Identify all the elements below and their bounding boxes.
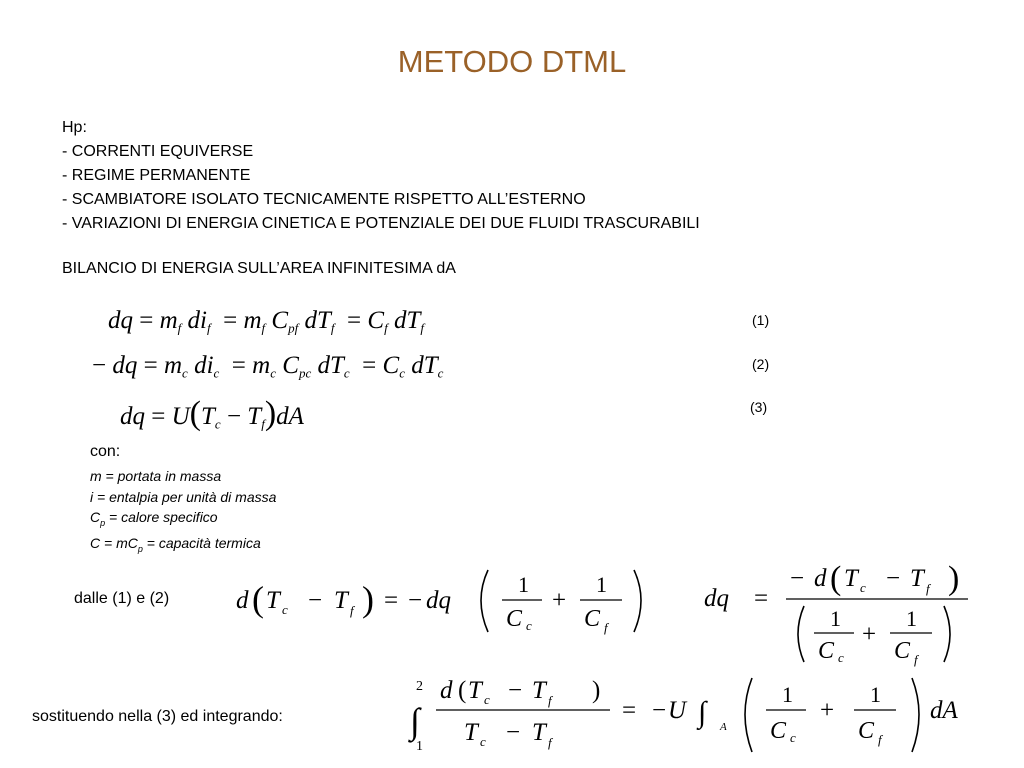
svg-text:T: T — [334, 587, 348, 614]
svg-text:∫: ∫ — [410, 701, 420, 741]
svg-text:c: c — [860, 580, 866, 595]
svg-text:1: 1 — [906, 606, 917, 631]
legend-m: m = portata in massa — [90, 468, 222, 484]
hypotheses-list — [62, 116, 700, 236]
integral-upper-limit: 2 — [416, 679, 423, 694]
svg-text:T: T — [532, 719, 546, 746]
svg-text:f: f — [548, 735, 552, 750]
hypothesis-item: - VARIAZIONI DI ENERGIA CINETICA E POTENZIALE DEI DUE FLUIDI TRASCURABILI — [62, 215, 700, 232]
svg-text:d: d — [814, 565, 827, 592]
svg-text:−: − — [652, 697, 667, 724]
svg-text:1: 1 — [782, 682, 793, 707]
svg-text:c: c — [790, 730, 796, 745]
svg-text:f: f — [878, 732, 882, 747]
equation-1: dq = $m_f$ $di_f = m_f$ $C_{pf}$ $dT_f = C_f$ $dT_f$ — [108, 307, 424, 336]
page-title: METODO DTML — [397, 44, 627, 79]
svg-text:+: + — [820, 697, 835, 724]
svg-text:1: 1 — [830, 606, 841, 631]
svg-text:(: ( — [830, 562, 842, 597]
svg-text:1: 1 — [870, 682, 881, 707]
svg-text:T: T — [468, 677, 482, 704]
equation-3: dq = $U(T_c - T_f)dA$ — [120, 395, 304, 432]
svg-text:f: f — [914, 652, 918, 667]
svg-text:d: d — [236, 587, 249, 614]
equation-number-3: (3) — [750, 399, 768, 415]
svg-text:A: A — [720, 721, 727, 733]
svg-text:C: C — [506, 606, 523, 632]
svg-text:d: d — [440, 677, 453, 704]
svg-text:C: C — [858, 718, 875, 744]
svg-text:−: − — [308, 587, 323, 614]
svg-text:∫: ∫ — [698, 696, 707, 729]
hypotheses-heading: Hp: — [62, 119, 87, 136]
svg-text:f: f — [350, 603, 354, 618]
svg-text:c: c — [526, 618, 532, 633]
con-label: con: — [90, 443, 121, 460]
svg-text:−: − — [886, 565, 901, 592]
svg-text:T: T — [532, 677, 546, 704]
svg-text:): ) — [948, 562, 960, 597]
svg-text:dq: dq — [426, 587, 451, 614]
svg-text:−: − — [506, 719, 521, 746]
svg-text:C: C — [818, 638, 835, 664]
svg-text:C: C — [894, 638, 911, 664]
svg-text:C: C — [770, 718, 787, 744]
svg-text:c: c — [484, 692, 490, 707]
svg-text:−: − — [790, 565, 805, 592]
svg-text:=: = — [622, 697, 637, 724]
svg-text:(: ( — [458, 677, 467, 704]
from-eq-label: dalle (1) e (2) — [74, 590, 170, 607]
svg-text:T: T — [844, 565, 858, 592]
svg-text:): ) — [592, 677, 601, 704]
svg-text:(: ( — [252, 579, 264, 619]
legend-i: i = entalpia per unità di massa — [90, 488, 277, 505]
equation-number-1: (1) — [752, 312, 770, 328]
svg-text:+: + — [862, 621, 877, 648]
svg-text:f: f — [548, 693, 552, 708]
svg-text:+: + — [552, 587, 567, 614]
hypothesis-item: - REGIME PERMANENTE — [62, 167, 251, 184]
integrating-label: sostituendo nella (3) ed integrando: — [32, 708, 283, 725]
svg-text:U: U — [668, 697, 687, 724]
integral-lower-limit: 1 — [416, 739, 423, 754]
legend-cp: $C_p$ = calore specifico — [90, 509, 218, 528]
svg-text:−: − — [408, 587, 423, 614]
svg-text:−: − — [508, 677, 523, 704]
equation-2: − dq = $m_c$ $di_c = m_c$ $C_{pc}$ $dT_c = C_c$ $dT_c$ — [92, 352, 444, 381]
symbol-legend — [90, 466, 276, 560]
svg-text:1: 1 — [518, 572, 529, 597]
svg-text:=: = — [754, 585, 769, 612]
svg-text:f: f — [926, 581, 930, 596]
svg-text:T: T — [910, 565, 924, 592]
balance-heading: BILANCIO DI ENERGIA SULL’AREA INFINITESIMA dA — [62, 260, 456, 277]
svg-text:c: c — [282, 602, 288, 617]
equation-integral — [400, 670, 1000, 765]
svg-text:f: f — [604, 620, 608, 635]
svg-text:1: 1 — [596, 572, 607, 597]
svg-text:T: T — [464, 719, 478, 746]
svg-text:T: T — [266, 587, 280, 614]
hypothesis-item: - SCAMBIATORE ISOLATO TECNICAMENTE RISPETTO ALL’ESTERNO — [62, 191, 586, 208]
hypothesis-item: - CORRENTI EQUIVERSE — [62, 143, 254, 160]
equation-dq — [700, 562, 990, 672]
svg-text:dq: dq — [704, 585, 729, 612]
svg-text:C: C — [584, 606, 601, 632]
equation-number-2: (2) — [752, 356, 770, 372]
legend-c: $C = mC_p$ = capacità termica — [90, 535, 261, 555]
svg-text:): ) — [362, 579, 374, 619]
svg-text:c: c — [838, 650, 844, 665]
svg-text:c: c — [480, 734, 486, 749]
equation-difference — [230, 560, 660, 640]
svg-text:=: = — [384, 587, 399, 614]
svg-text:dA: dA — [930, 697, 958, 724]
